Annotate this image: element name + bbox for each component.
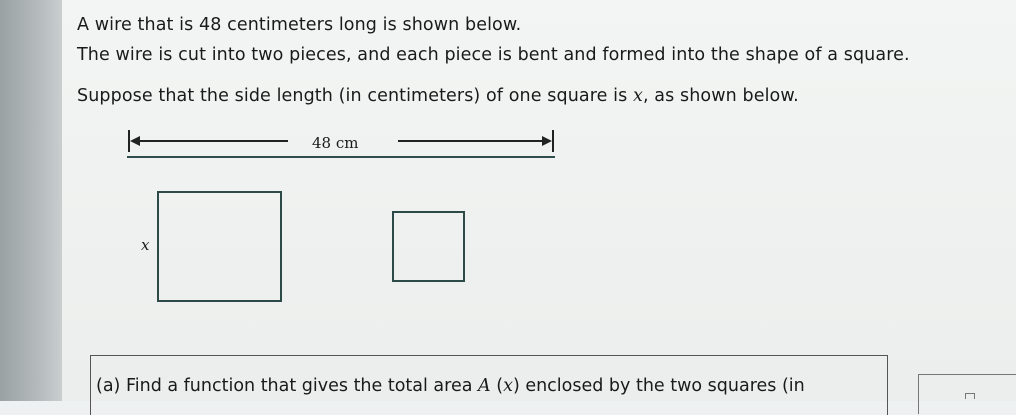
problem-line-3-end: , as shown below.: [642, 86, 799, 106]
function-argument: x: [503, 376, 513, 396]
problem-line-1: A wire that is 48 centimeters long is shown below.: [77, 15, 522, 35]
problem-line-3: [77, 86, 799, 106]
small-square: [392, 211, 465, 282]
arrow-right-icon: [542, 136, 552, 146]
wire-baseline: [127, 156, 555, 158]
part-a-suffix: enclosed by the two squares (in: [519, 376, 805, 396]
variable-x: x: [633, 86, 643, 106]
dimension-line-left: [138, 140, 288, 142]
corner-icon: [965, 393, 975, 399]
function-name: A: [478, 376, 491, 396]
function-paren-close: ): [512, 376, 520, 396]
wire-length-label: 48 cm: [312, 134, 359, 152]
function-paren-open: (: [490, 376, 504, 396]
part-a-question: [96, 376, 805, 396]
problem-line-3-start: Suppose that the side length (in centimeters) of one square is: [77, 86, 633, 106]
part-a-prefix: (a) Find a function that gives the total area: [96, 376, 479, 396]
side-length-label: x: [141, 236, 150, 254]
problem-page: [62, 0, 1016, 401]
problem-line-2: The wire is cut into two pieces, and each piece is bent and formed into the shape of a square.: [77, 45, 910, 65]
large-square: [157, 191, 282, 302]
dimension-line-right: [398, 140, 544, 142]
background-edge: [0, 0, 62, 401]
dimension-tick-right: [552, 130, 554, 152]
